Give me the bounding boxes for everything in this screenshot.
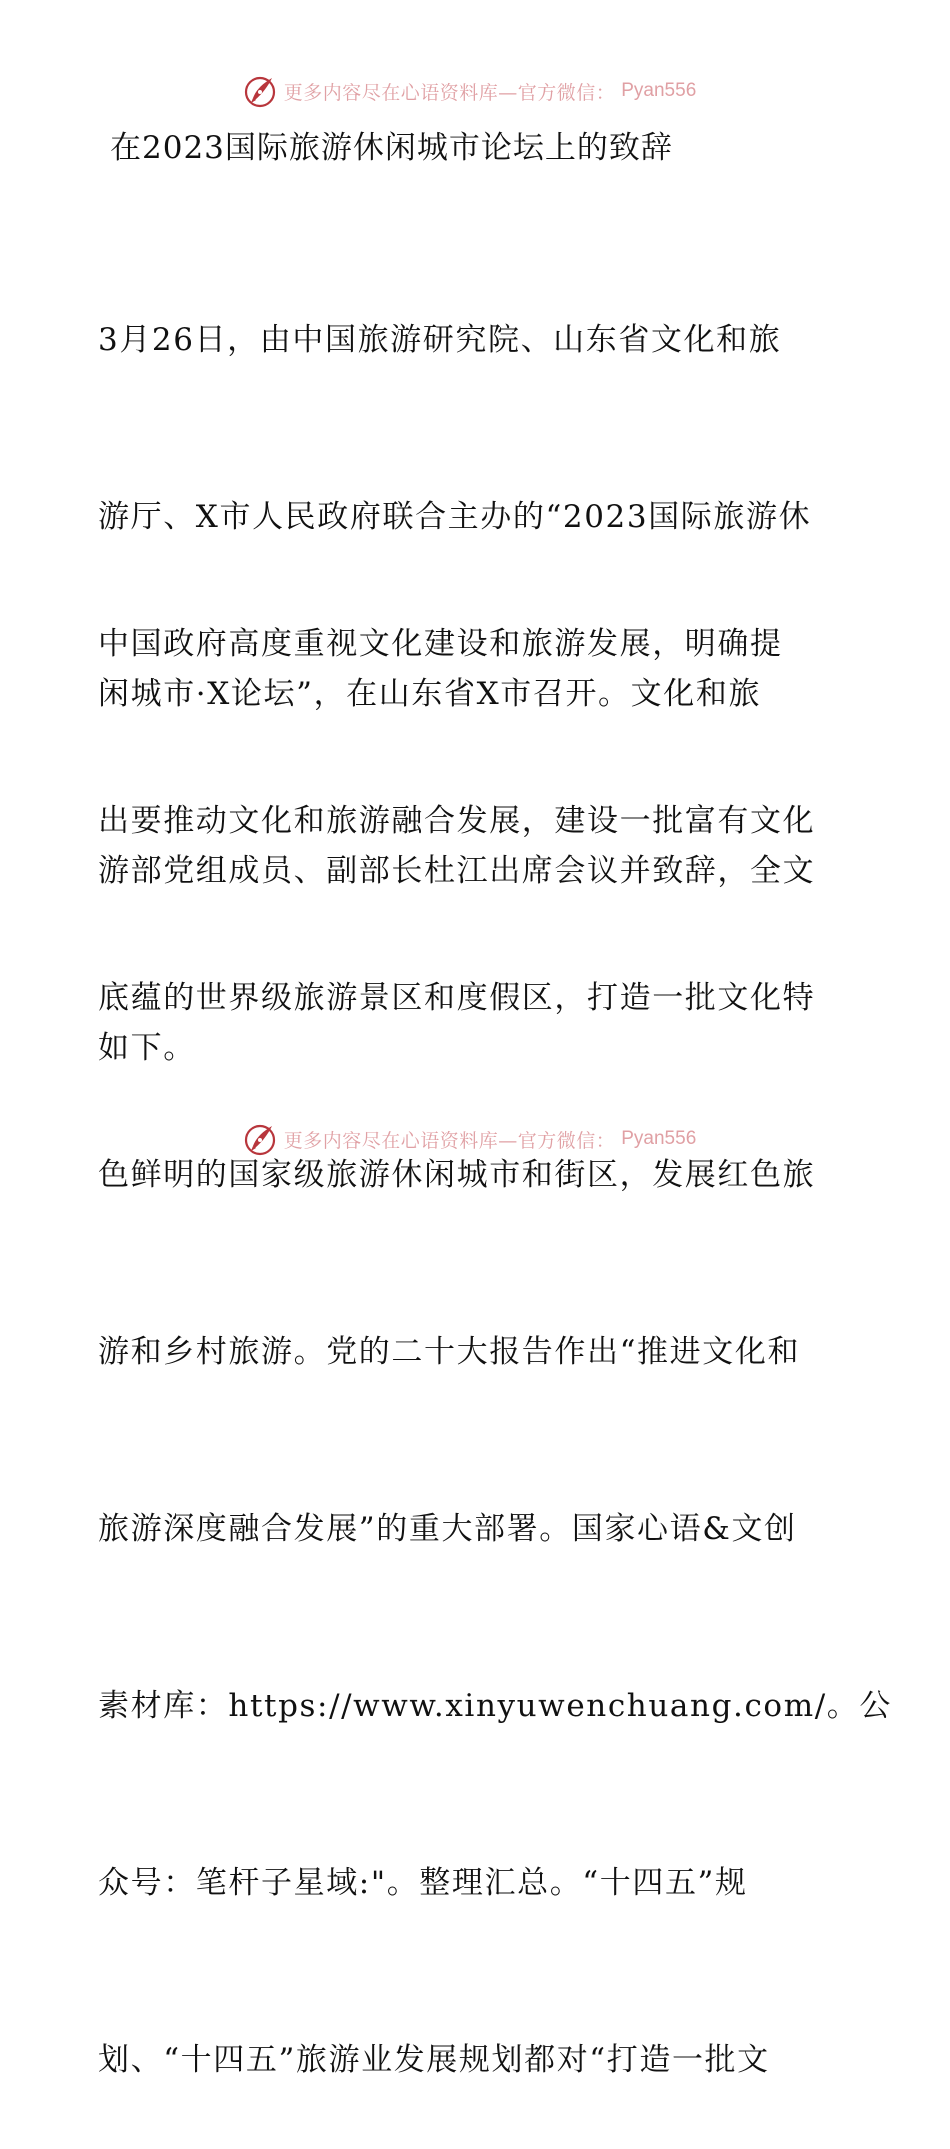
footer-watermark [0, 1121, 950, 1157]
paragraph-line: 素材库：https://www.xinyuwenchuang.com/。公 [98, 1688, 892, 1724]
paragraph-line: 底蕴的世界级旅游景区和度假区，打造一批文化特 [98, 980, 816, 1016]
paragraph-line: 闲城市·X论坛”，在山东省X市召开。文化和旅 [98, 676, 762, 712]
paragraph-line: 游和乡村旅游。党的二十大报告作出“推进文化和 [98, 1334, 801, 1370]
watermark-text: 更多内容尽在心语资料库—官方微信： [283, 1129, 616, 1152]
paragraph-line: 中国政府高度重视文化建设和旅游发展，明确提 [98, 626, 783, 662]
paragraph-line: 3月26日，由中国旅游研究院、山东省文化和旅 [98, 322, 782, 358]
pen-logo-icon [244, 74, 278, 108]
watermark-text: 更多内容尽在心语资料库—官方微信： [283, 81, 616, 104]
paragraph-line: 众号：笔杆子星域:"。整理汇总。“十四五”规 [98, 1865, 748, 1901]
paragraph-line: 色鲜明的国家级旅游休闲城市和街区，发展红色旅 [98, 1157, 816, 1193]
header-watermark [0, 73, 950, 109]
paragraph-line: 游厅、X市人民政府联合主办的“2023国际旅游休 [98, 499, 812, 535]
paragraph-2 [98, 497, 892, 2149]
watermark-wechat-id: Pyan556 [621, 80, 697, 101]
paragraph-line: 旅游深度融合发展”的重大部署。国家心语&文创 [98, 1511, 797, 1547]
document-title: 在2023国际旅游休闲城市论坛上的致辞 [110, 130, 673, 166]
watermark-wechat-id: Pyan556 [621, 1128, 697, 1149]
paragraph-line: 划、“十四五”旅游业发展规划都对“打造一批文 [98, 2042, 770, 2078]
paragraph-line: 游部党组成员、副部长杜江出席会议并致辞，全文 [98, 853, 816, 889]
pen-logo-icon [244, 1122, 278, 1156]
paragraph-line: 出要推动文化和旅游融合发展，建设一批富有文化 [98, 803, 816, 839]
paragraph-line: 如下。 [98, 1030, 196, 1066]
